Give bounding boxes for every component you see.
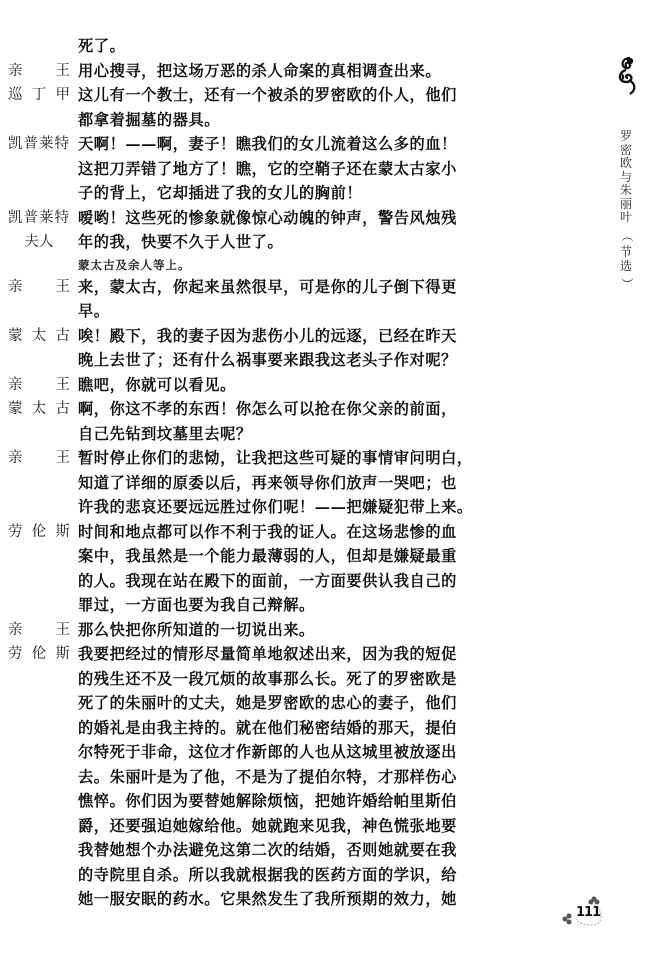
speaker-char: 王 xyxy=(55,62,70,79)
running-title-char: 叶 xyxy=(619,210,632,224)
speaker-char: 亲 xyxy=(8,62,23,79)
running-title-char: 与 xyxy=(619,169,632,184)
text-line: 死了。 xyxy=(78,37,126,55)
speaker-char: 王 xyxy=(55,278,70,295)
text-line: 都拿着掘墓的器具。 xyxy=(78,110,221,129)
text-line: 瞧吧，你就可以看见。 xyxy=(78,375,236,394)
speaker-char: 凯普莱特 xyxy=(8,209,70,226)
speaker-name xyxy=(8,206,78,255)
speaker-char: 亲 xyxy=(8,376,23,393)
speaker-char: 太 xyxy=(31,401,47,417)
speaker-name xyxy=(8,373,78,398)
speaker-char: 王 xyxy=(55,450,70,466)
speaker-name xyxy=(8,83,78,108)
speaker-char: 巡 xyxy=(8,87,23,103)
dialogue-text xyxy=(78,59,441,84)
text-line: 罪过，一方面也要为我自己辩解。 xyxy=(78,596,315,614)
speaker-char: 古 xyxy=(55,401,70,417)
speaker-char: 亲 xyxy=(8,621,23,638)
running-title-char: 丽 xyxy=(619,196,632,211)
text-line: 暂时停止你们的悲恸，让我把这些可疑的事情审问明白， xyxy=(78,449,473,467)
dialogue-entry xyxy=(8,446,473,520)
text-line: 这把刀弄错了地方了！瞧，它的空鞘子还在蒙太古家小 xyxy=(78,159,457,178)
speaker-name xyxy=(8,520,78,545)
text-line: 憔悴。你们因为要替她解除烦恼，把她许婚给帕里斯伯 xyxy=(78,792,457,810)
speaker-name xyxy=(8,132,78,157)
speaker-char: 王 xyxy=(55,621,70,638)
dialogue-entry xyxy=(8,397,457,446)
speaker-name xyxy=(8,446,78,471)
speaker-name xyxy=(8,642,78,667)
dialogue-entry xyxy=(8,275,457,324)
running-title-char: ） xyxy=(619,277,634,290)
dialogue-entry xyxy=(8,59,442,84)
running-title-char: 罗 xyxy=(619,129,632,143)
speaker-char: 斯 xyxy=(55,523,70,540)
text-line: 死了的朱丽叶的丈夫，她是罗密欧的忠心的妻子，他们 xyxy=(78,694,457,712)
page-number-badge xyxy=(560,895,620,935)
text-line: 自己先钻到坟墓里去呢？ xyxy=(78,424,252,443)
dialogue-text xyxy=(78,397,457,446)
text-line: 去。朱丽叶是为了他，不是为了提伯尔特，才那样伤心 xyxy=(78,767,457,786)
speaker-char: 丁 xyxy=(31,87,47,103)
text-line: 时间和地点都可以作不利于我的证人。在这场悲惨的血 xyxy=(78,522,457,541)
text-line: 爵，还要强迫她嫁给他。她就跑来见我，神色慌张地要 xyxy=(78,816,457,835)
dialogue-entry xyxy=(8,132,457,206)
text-line: 尔特死于非命，这位才作新郎的人也从这城里被放逐出 xyxy=(78,743,457,761)
dialogue-text xyxy=(78,446,473,520)
dialogue-text xyxy=(78,83,457,132)
running-title-char: 节 xyxy=(619,245,632,259)
dialogue-entry xyxy=(8,618,438,643)
speaker-char: 斯 xyxy=(55,646,70,662)
text-line: 来，蒙太古，你起来虽然很早，可是你的儿子倒下得更 xyxy=(78,277,457,296)
text-line: 用心搜寻，把这场万恶的杀人命案的真相调查出来。 xyxy=(78,61,442,80)
page-number: 111 xyxy=(576,905,601,920)
speaker-char: 伦 xyxy=(31,646,47,662)
text-line: 晚上去世了；还有什么祸事要来跟我这老头子作对呢？ xyxy=(78,351,457,369)
speaker-char: 太 xyxy=(31,327,47,344)
stage-direction: 蒙太古及余人等上。 xyxy=(78,257,191,272)
text-line: 啊，你这不孝的东西！你怎么可以抢在你父亲的前面， xyxy=(78,400,457,418)
text-line: 的寺院里自杀。所以我就根据我的医药方面的学识，给 xyxy=(78,865,457,884)
text-line: 子的背上，它却插进了我的女儿的胸前！ xyxy=(78,184,363,202)
dialogue-entry xyxy=(8,34,438,59)
dialogue-entry xyxy=(8,642,457,912)
speaker-char: 王 xyxy=(55,376,70,393)
text-line: 那么快把你所知道的一切说出来。 xyxy=(78,620,315,639)
text-line: 早。 xyxy=(78,302,110,320)
dialogue-entry xyxy=(8,373,438,398)
dialogue-text xyxy=(78,520,457,618)
floral-ornament-icon xyxy=(616,56,640,96)
running-title-char: 欧 xyxy=(619,156,632,170)
dialogue-text xyxy=(78,618,438,643)
speaker-char: 蒙 xyxy=(8,401,23,417)
running-title-char: （ xyxy=(619,229,634,242)
dialogue-entry xyxy=(8,324,457,373)
speaker-name xyxy=(8,618,78,643)
speaker-name xyxy=(8,59,78,84)
text-line: 唉！殿下，我的妻子因为悲伤小儿的远逐，已经在昨天 xyxy=(78,326,457,345)
speaker-char: 蒙 xyxy=(8,327,23,344)
dialogue-entry xyxy=(8,206,457,255)
speaker-char: 亲 xyxy=(8,278,23,295)
dialogue-text xyxy=(78,34,438,59)
running-title-char: 朱 xyxy=(619,183,632,197)
text-line: 的婚礼是由我主持的。就在他们秘密结婚的那天，提伯 xyxy=(78,718,457,737)
running-title-char: 密 xyxy=(619,142,632,157)
speaker-char: 劳 xyxy=(8,646,23,662)
text-line: 我要把经过的情形尽量简单地叙述出来，因为我的短促 xyxy=(78,645,457,663)
speaker-char: 劳 xyxy=(8,523,23,540)
speaker-char: 伦 xyxy=(31,523,47,540)
speaker-name xyxy=(8,397,78,422)
speaker-name xyxy=(8,275,78,300)
dialogue-entry xyxy=(8,83,457,132)
speaker-char: 夫人 xyxy=(24,234,54,250)
text-line: 我替她想个办法避免这第二次的结婚，否则她就要在我 xyxy=(78,841,457,859)
text-line: 她一服安眠的药水。它果然发生了我所预期的效力，她 xyxy=(78,890,457,908)
dialogue-text xyxy=(78,373,438,398)
play-script xyxy=(8,34,473,912)
dialogue-entry xyxy=(8,520,457,618)
text-line: 知道了详细的原委以后，再来领导你们放声一哭吧；也 xyxy=(78,473,457,492)
text-line: 嗳哟！这些死的惨象就像惊心动魄的钟声，警告风烛残 xyxy=(78,208,457,227)
text-line: 许我的悲哀还要远远胜过你们呢！——把嫌疑犯带上来。 xyxy=(78,498,473,516)
text-line: 案中，我虽然是一个能力最薄弱的人，但却是嫌疑最重 xyxy=(78,547,457,565)
text-line: 天啊！——啊，妻子！瞧我们的女儿流着这么多的血！ xyxy=(78,135,457,153)
running-title xyxy=(619,130,633,295)
running-title-char: 选 xyxy=(619,258,632,273)
text-line: 的残生还不及一段冗烦的故事那么长。死了的罗密欧是 xyxy=(78,669,457,688)
speaker-char: 甲 xyxy=(55,87,70,103)
dialogue-text xyxy=(78,206,457,255)
text-line: 这儿有一个教士，还有一个被杀的罗密欧的仆人，他们 xyxy=(78,86,457,104)
speaker-char: 凯普莱特 xyxy=(8,136,70,152)
speaker-char: 古 xyxy=(55,327,70,344)
dialogue-text xyxy=(78,642,457,912)
text-line: 年的我，快要不久于人世了。 xyxy=(78,233,284,251)
dialogue-text xyxy=(78,132,457,206)
speaker-char: 亲 xyxy=(8,450,23,466)
dialogue-text xyxy=(78,275,457,324)
speaker-name xyxy=(8,324,78,349)
text-line: 的人。我现在站在殿下的面前，一方面要供认我自己的 xyxy=(78,571,457,590)
dialogue-text xyxy=(78,324,457,373)
